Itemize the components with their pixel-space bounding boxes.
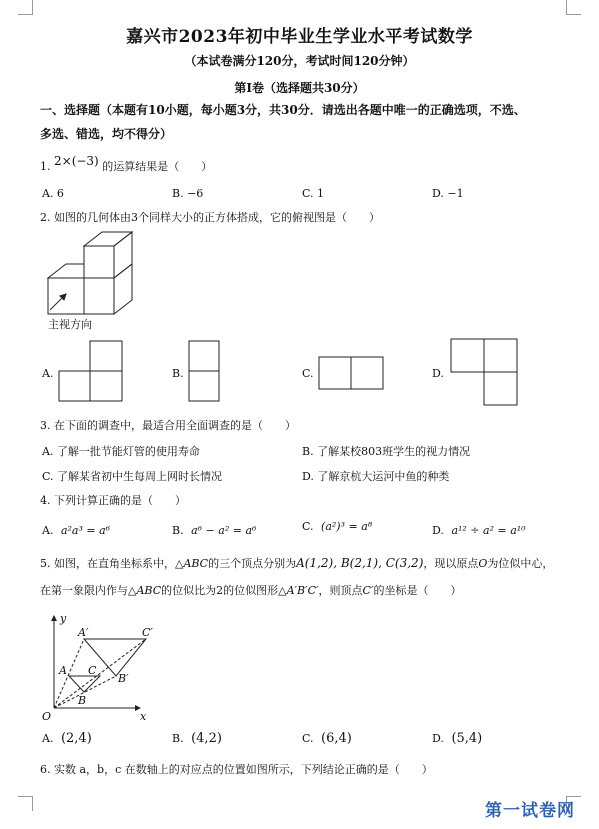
q5-image-triangle: A′B′C′ — [286, 584, 319, 597]
q5-opt-value-b: (4,2) — [191, 731, 222, 746]
q5-option-a — [42, 731, 92, 747]
q5-label-b-prime: B′ — [118, 672, 129, 685]
question-1 — [40, 154, 213, 175]
question-5-line-1 — [40, 555, 553, 572]
q5-opt-label-b: B. — [172, 732, 184, 745]
q5-text-4: 为位似中心， — [487, 557, 554, 570]
q5-option-d — [432, 731, 482, 747]
q3-option-b: B. 了解某校803班学生的视力情况 — [302, 445, 471, 458]
q4-option-d — [432, 523, 526, 539]
section-line-2: 多选、错选，均不得分） — [40, 127, 173, 141]
q4-option-a — [42, 523, 110, 539]
q1-option-b: B. −6 — [172, 187, 204, 200]
q2-solid-figure — [40, 226, 150, 330]
q4-label-c: C. — [302, 520, 314, 533]
crop-mark-top-left — [18, 0, 33, 15]
q2-option-c-figure — [318, 356, 384, 390]
q2-option-d-figure — [450, 338, 518, 406]
exam-subtitle: （本试卷满分120分，考试时间120分钟） — [184, 54, 415, 68]
site-watermark: 第一试卷网 — [485, 801, 575, 821]
q1-text: 的运算结果是（ ） — [102, 160, 213, 173]
q5-opt-label-c: C. — [302, 732, 314, 745]
q5-points: A(1,2), B(2,1), C(3,2) — [296, 556, 424, 570]
q3-option-c: C. 了解某省初中生每周上网时长情况 — [42, 470, 223, 483]
q5-label-a: A — [59, 664, 67, 677]
q4-option-c — [302, 519, 372, 535]
crop-mark-top-right — [566, 0, 581, 15]
q2-label-b: B. — [172, 367, 184, 380]
q4-label-a: A. — [42, 524, 54, 537]
q5-text-5: 在第一象限内作与△ — [40, 584, 137, 597]
q5-origin: O — [478, 557, 488, 570]
q1-number: 1. — [40, 160, 51, 173]
q1-expression: 2×(−3) — [54, 154, 99, 168]
part-heading: 第Ⅰ卷（选择题共30分） — [234, 81, 365, 95]
q4-label-d: D. — [432, 524, 444, 537]
q4-expr-c: (a²)³ = a⁸ — [321, 520, 373, 533]
q5-label-o: O — [42, 710, 52, 723]
q2-label-a: A. — [42, 367, 54, 380]
q5-opt-value-c: (6,4) — [321, 731, 352, 746]
crop-mark-bottom-left — [18, 796, 33, 811]
q5-text-8: 的坐标是（ ） — [373, 584, 462, 597]
q2-label-c: C. — [302, 367, 314, 380]
q4-label-b: B. — [172, 524, 184, 537]
q5-opt-label-d: D. — [432, 732, 444, 745]
question-3: 3. 在下面的调查中，最适合用全面调查的是（ ） — [40, 419, 296, 432]
q5-label-a-prime: A′ — [78, 626, 89, 639]
q2-caption: 主视方向 — [48, 318, 92, 331]
q5-triangle-name: ABC — [183, 557, 209, 570]
exam-title: 嘉兴市2023年初中毕业生学业水平考试数学 — [126, 27, 473, 47]
section-instructions — [40, 98, 560, 146]
q5-label-c: C — [88, 664, 97, 677]
q2-option-b-figure — [188, 340, 220, 402]
q5-label-y: y — [60, 612, 67, 625]
q5-text-6: 的位似比为2的位似图形△ — [161, 584, 287, 597]
q2-option-a-figure — [58, 340, 124, 402]
q5-text-1: 5. 如图，在直角坐标系中，△ — [40, 557, 184, 570]
q5-coordinate-figure — [40, 606, 190, 722]
q5-text-3: ，现以原点 — [423, 557, 479, 570]
q5-label-x: x — [140, 710, 147, 723]
question-5-line-2 — [40, 583, 461, 599]
q5-opt-label-a: A. — [42, 732, 54, 745]
q4-expr-a: a²a³ = a⁶ — [60, 524, 111, 537]
q5-text-2: 的三个顶点分别为 — [208, 557, 297, 570]
q4-expr-b: a⁶ − a² = a⁶ — [191, 524, 257, 537]
q3-option-a: A. 了解一批节能灯管的使用寿命 — [42, 445, 200, 458]
q5-vertex: C′ — [362, 584, 374, 597]
q5-label-c-prime: C′ — [142, 626, 153, 639]
q5-opt-value-d: (5,4) — [451, 731, 483, 746]
q1-option-c: C. 1 — [302, 187, 325, 200]
q5-text-7: ，则顶点 — [318, 584, 363, 597]
question-6: 6. 实数 a，b，c 在数轴上的对应点的位置如图所示，下列结论正确的是（ ） — [40, 763, 433, 776]
q4-expr-d: a¹² ÷ a² = a¹⁰ — [451, 524, 526, 537]
q5-option-c — [302, 731, 352, 747]
q5-option-b — [172, 731, 222, 747]
question-4: 4. 下列计算正确的是（ ） — [40, 494, 186, 507]
question-2: 2. 如图的几何体由3个同样大小的正方体搭成，它的俯视图是（ ） — [40, 211, 380, 224]
q3-option-d: D. 了解京杭大运河中鱼的种类 — [302, 470, 450, 483]
q5-opt-value-a: (2,4) — [60, 731, 92, 746]
section-line-1: 一、选择题（本题有10小题，每小题3分，共30分．请选出各题中唯一的正确选项，不选、 — [40, 103, 526, 117]
q1-option-d: D. −1 — [432, 187, 464, 200]
q2-label-d: D. — [432, 367, 444, 380]
q5-label-b: B — [78, 694, 87, 707]
q5-triangle-name-2: ABC — [136, 584, 162, 597]
q4-option-b — [172, 523, 256, 539]
q1-option-a: A. 6 — [42, 187, 64, 200]
